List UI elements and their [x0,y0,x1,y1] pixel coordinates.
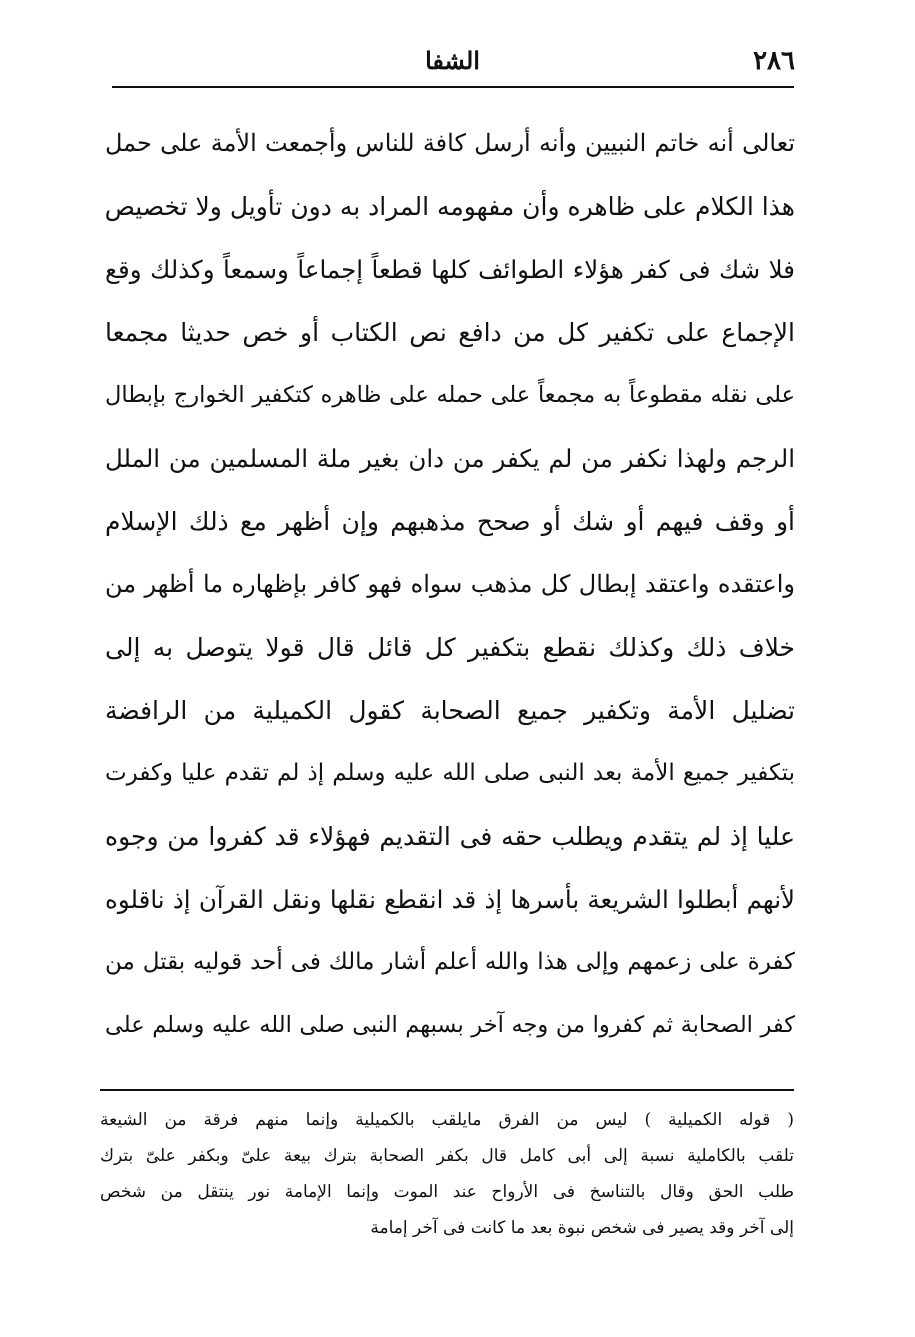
text-line: واعتقده واعتقد إبطال كل مذهب سواه فهو كافر بإظهاره ما أظهر من [105,570,795,598]
page-header [110,40,795,84]
footnote-line: طلب الحق وقال بالتناسخ فى الأرواح عند الموت وإنما الإمامة نور ينتقل من شخص [100,1182,794,1202]
text-line: كفر الصحابة ثم كفروا من وجه آخر بسبهم النبى صلى الله عليه وسلم على [105,1012,795,1038]
footnote-line: تلقب بالكاملية نسبة إلى أبى كامل قال بكفر الصحابة بترك بيعة علىّ وبكفر علىّ بترك [100,1146,794,1166]
text-line: كفرة على زعمهم وإلى هذا والله أعلم أشار مالك فى أحد قوليه بقتل من [105,949,795,975]
text-line: الرجم ولهذا نكفر من لم يكفر من دان بغير ملة المسلمين من الملل [105,444,795,473]
text-line: بتكفير جميع الأمة بعد النبى صلى الله عليه وسلم إذ لم تقدم عليا وكفرت [105,760,795,786]
footnote-line: ( قوله الكميلية ) ليس من الفرق مايلقب بالكميلية وإنما منهم فرقة من الشيعة [100,1110,794,1130]
footnote-line: إلى آخر وقد يصير فى شخص نبوة بعد ما كانت فى آخر إمامة [370,1218,794,1238]
footnotes [100,1102,794,1246]
text-line: تضليل الأمة وتكفير جميع الصحابة كقول الكميلية من الرافضة [105,696,795,725]
text-line: أو وقف فيهم أو شك أو صحح مذهبهم وإن أظهر مع ذلك الإسلام [105,507,795,536]
footnote-rule [100,1089,794,1091]
page-number: ٢٨٦ [753,46,795,76]
text-line: فلا شك فى كفر هؤلاء الطوائف كلها قطعاً إجماعاً وسمعاً وكذلك وقع [105,255,795,284]
text-line: خلاف ذلك وكذلك نقطع بتكفير كل قائل قال قولا يتوصل به إلى [105,633,795,662]
text-line: على نقله مقطوعاً به مجمعاً على حمله على ظاهره كتكفير الخوارج بإبطال [105,382,795,408]
text-line: عليا إذ لم يتقدم ويطلب حقه فى التقديم فهؤلاء قد كفروا من وجوه [105,822,795,851]
text-line: هذا الكلام على ظاهره وأن مفهومه المراد به دون تأويل ولا تخصيص [105,192,795,221]
text-line: لأنهم أبطلوا الشريعة بأسرها إذ قد انقطع نقلها ونقل القرآن إذ ناقلوه [105,885,795,914]
running-title: الشفا [425,46,480,75]
main-text [105,112,795,1057]
text-line: الإجماع على تكفير كل من دافع نص الكتاب أو خص حديثا مجمعا [105,318,795,347]
text-line: تعالى أنه خاتم النبيين وأنه أرسل كافة للناس وأجمعت الأمة على حمل [105,129,795,157]
header-rule [112,86,794,88]
